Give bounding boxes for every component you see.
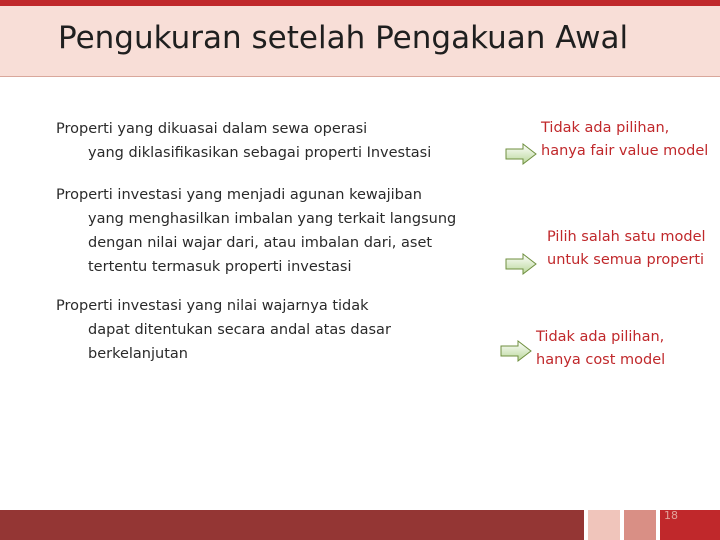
left-item-line: Properti yang dikuasai dalam sewa operasi <box>56 121 368 137</box>
right-arrow-icon <box>505 253 537 275</box>
right-arrow-icon <box>505 143 537 165</box>
left-item-leased-property <box>56 117 476 165</box>
left-item-line: Properti investasi yang menjadi agunan kewajiban <box>56 187 422 203</box>
left-item-line: tertentu termasuk properti investasi <box>88 259 352 275</box>
page-number: 18 <box>664 509 678 522</box>
right-item-fair-value <box>541 117 708 163</box>
right-item-line: hanya fair value model <box>541 143 709 159</box>
right-item-line: Pilih salah satu model <box>547 229 706 245</box>
slide-title: Pengukuran setelah Pengakuan Awal <box>58 20 629 56</box>
right-item-line: Tidak ada pilihan, <box>541 120 670 136</box>
left-item-line: dapat ditentukan secara andal atas dasar <box>88 322 391 338</box>
left-item-line: yang menghasilkan imbalan yang terkait langsung <box>88 211 457 227</box>
footer-mid-block <box>624 510 656 540</box>
left-item-unreliable-fair-value <box>56 294 476 366</box>
left-item-line: Properti investasi yang nilai wajarnya tidak <box>56 298 369 314</box>
title-band <box>0 6 720 77</box>
right-item-line: untuk semua properti <box>547 252 705 268</box>
right-item-line: hanya cost model <box>536 352 666 368</box>
right-item-line: Tidak ada pilihan, <box>536 329 665 345</box>
right-item-choose-model <box>547 226 706 272</box>
right-item-cost-model <box>536 326 665 372</box>
left-item-collateral-property <box>56 183 476 279</box>
footer-bar <box>0 510 720 540</box>
left-item-line: dengan nilai wajar dari, atau imbalan dari, aset <box>88 235 433 251</box>
left-item-line: berkelanjutan <box>88 346 188 362</box>
right-arrow-icon <box>500 340 532 362</box>
left-item-line: yang diklasifikasikan sebagai properti Investasi <box>88 145 432 161</box>
footer-light-block <box>588 510 620 540</box>
footer-main-block <box>0 510 584 540</box>
